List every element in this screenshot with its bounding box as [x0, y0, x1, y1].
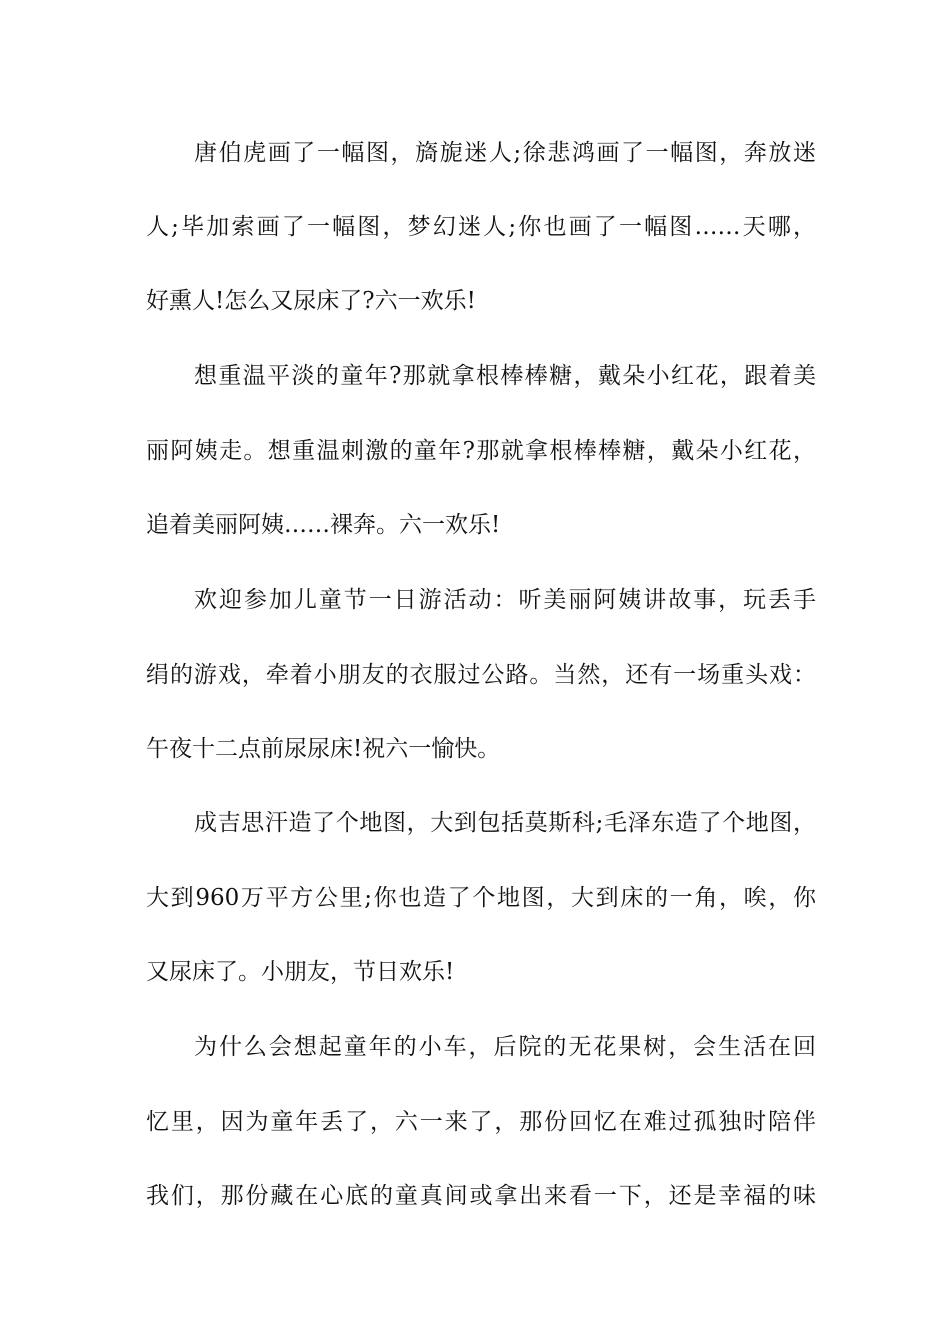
paragraph-1-line-3: 好熏人!怎么又尿床了?六一欢乐!: [146, 288, 476, 314]
paragraph-5-line-2: 忆里，因为童年丢了，六一来了，那份回忆在难过孤独时陪伴: [146, 1109, 816, 1135]
paragraph-3-line-2: 绢的游戏，牵着小朋友的衣服过公路。当然，还有一场重头戏：: [146, 662, 816, 688]
paragraph-3-line-1: 欢迎参加儿童节一日游活动：听美丽阿姨讲故事，玩丢手: [194, 587, 816, 613]
paragraph-5-line-3: 我们，那份藏在心底的童真间或拿出来看一下，还是幸福的味: [146, 1183, 816, 1209]
paragraph-2-line-3: 追着美丽阿姨……裸奔。六一欢乐!: [146, 512, 501, 538]
paragraph-4-line-1: 成吉思汗造了个地图，大到包括莫斯科;毛泽东造了个地图，: [194, 810, 816, 836]
paragraph-4-line-2: 大到960万平方公里;你也造了个地图，大到床的一角，唉，你: [146, 885, 816, 911]
paragraph-3-line-3: 午夜十二点前尿尿床!祝六一愉快。: [146, 736, 501, 762]
paragraph-2-line-2: 丽阿姨走。想重温刺激的童年?那就拿根棒棒糖，戴朵小红花，: [146, 438, 816, 464]
paragraph-1-line-2: 人;毕加索画了一幅图，梦幻迷人;你也画了一幅图……天哪，: [146, 214, 816, 240]
paragraph-4-line-3: 又尿床了。小朋友，节日欢乐!: [146, 959, 455, 985]
paragraph-2-line-1: 想重温平淡的童年?那就拿根棒棒糖，戴朵小红花，跟着美: [194, 363, 816, 389]
paragraph-5-line-1: 为什么会想起童年的小车，后院的无花果树，会生活在回: [194, 1034, 816, 1060]
paragraph-1-line-1: 唐伯虎画了一幅图，旖旎迷人;徐悲鸿画了一幅图，奔放迷: [194, 140, 816, 166]
